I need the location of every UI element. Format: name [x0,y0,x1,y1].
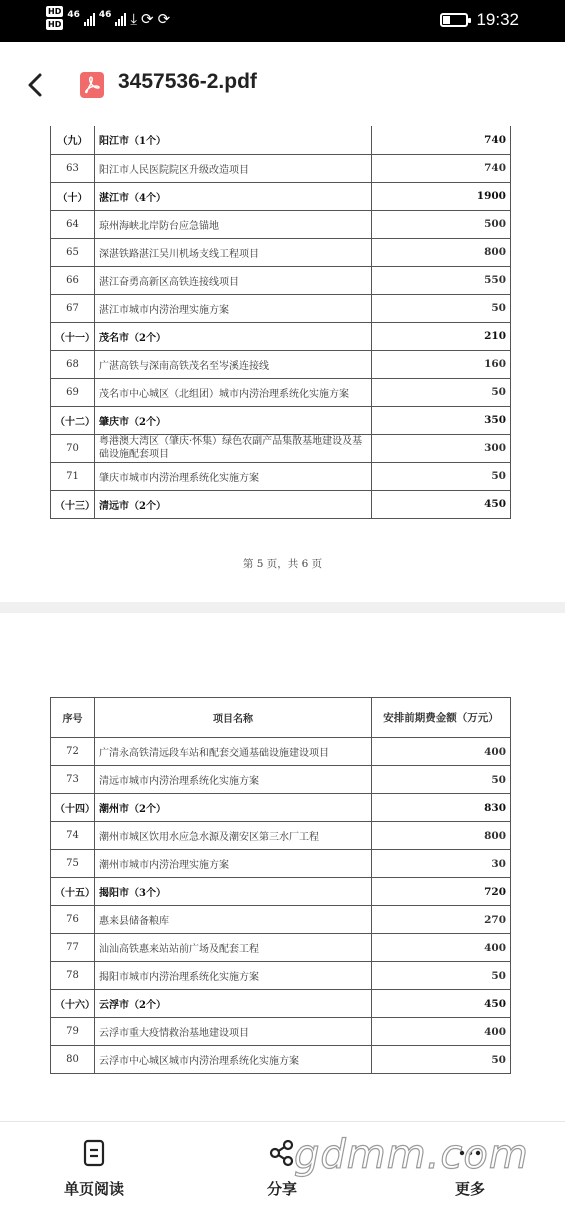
table-row [51,906,511,934]
project-name: 湛江市（4个） [95,182,372,210]
project-name: 广清永高铁清远段车站和配套交通基础设施建设项目 [95,738,372,766]
single-page-label: 单页阅读 [63,1180,124,1198]
row-number: 69 [51,378,95,406]
amount-value: 500 [372,210,511,238]
watermark: gdmm.com [294,1132,529,1178]
project-name: 云浮市重大疫情救治基地建设项目 [95,1018,372,1046]
table-row [51,822,511,850]
network-type-2: 46 [98,10,112,20]
amount-value: 740 [372,126,511,154]
amount-value: 400 [372,1018,511,1046]
amount-value: 50 [372,294,511,322]
amount-value: 50 [372,962,511,990]
project-name: 茂名市（2个） [95,322,372,350]
table-row [51,850,511,878]
back-arrow-icon[interactable] [22,68,52,102]
table-row [51,962,511,990]
project-name: 潮州市城市内涝治理实施方案 [95,850,372,878]
network-type-1: 46 [67,10,80,20]
project-name: 粤港澳大湾区（肇庆·怀集）绿色农副产品集散基地建设及基础设施配套项目 [95,434,372,462]
row-number: 73 [51,766,95,794]
document-icon [34,1138,154,1168]
row-number: 77 [51,934,95,962]
hd-badge-2: HD [48,20,62,29]
amount-value: 800 [372,238,511,266]
row-number: 80 [51,1046,95,1074]
amount-value: 1900 [372,182,511,210]
table-row [51,210,511,238]
row-number: 66 [51,266,95,294]
table-row [51,462,511,490]
project-name: 惠来县储备粮库 [95,906,372,934]
project-name: 潮州市城区饮用水应急水源及潮安区第三水厂工程 [95,822,372,850]
project-name: 揭阳市城市内涝治理系统化实施方案 [95,962,372,990]
table-header-row [51,698,511,738]
group-row [51,322,511,350]
app-header [0,42,565,128]
row-number: 79 [51,1018,95,1046]
status-left [46,6,170,30]
table-row [51,154,511,182]
table-row [51,1046,511,1074]
table-row [51,766,511,794]
amount-value: 350 [372,406,511,434]
document-title: 3457536-2.pdf [118,70,257,93]
page-separator [0,602,565,613]
row-number: 72 [51,738,95,766]
project-name: 广湛高铁与深南高铁茂名至岑溪连接线 [95,350,372,378]
group-row [51,126,511,154]
row-number: 75 [51,850,95,878]
amount-value: 50 [372,1046,511,1074]
download-icon: ⤓ [130,10,138,28]
project-name: 清远市（2个） [95,490,372,518]
row-number: （十三） [51,490,95,518]
row-number: （十六） [51,990,95,1018]
amount-value: 50 [372,462,511,490]
row-number: 78 [51,962,95,990]
header-no: 序号 [51,698,95,738]
group-row [51,794,511,822]
project-name: 肇庆市（2个） [95,406,372,434]
row-number: 76 [51,906,95,934]
row-number: 63 [51,154,95,182]
row-number: （十一） [51,322,95,350]
status-right [440,10,519,30]
table-row [51,934,511,962]
amount-value: 30 [372,850,511,878]
project-name: 湛江市城市内涝治理实施方案 [95,294,372,322]
group-row [51,878,511,906]
table-row [51,1018,511,1046]
amount-value: 300 [372,434,511,462]
project-name: 湛江奋勇高新区高铁连接线项目 [95,266,372,294]
project-name: 云浮市（2个） [95,990,372,1018]
table-row [51,434,511,462]
status-bar [0,0,565,42]
project-name: 汕汕高铁惠来站站前广场及配套工程 [95,934,372,962]
project-name: 琼州海峡北岸防台应急锚地 [95,210,372,238]
pdf-file-icon [80,72,104,98]
amount-value: 830 [372,794,511,822]
project-name: 揭阳市（3个） [95,878,372,906]
project-name: 潮州市（2个） [95,794,372,822]
signal-icon [84,10,95,26]
group-row [51,406,511,434]
project-name: 阳江市人民医院院区升级改造项目 [95,154,372,182]
amount-value: 270 [372,906,511,934]
table-row [51,294,511,322]
clock: 19:32 [476,10,519,29]
nfc-icon: ⟳ [141,10,154,28]
single-page-button[interactable] [34,1138,154,1199]
group-row [51,490,511,518]
amount-value: 210 [372,322,511,350]
project-name: 云浮市中心城区城市内涝治理系统化实施方案 [95,1046,372,1074]
row-number: （十二） [51,406,95,434]
amount-value: 550 [372,266,511,294]
amount-value: 400 [372,934,511,962]
row-number: （十四） [51,794,95,822]
amount-value: 160 [372,350,511,378]
project-name: 茂名市中心城区（北组团）城市内涝治理系统化实施方案 [95,378,372,406]
row-number: 74 [51,822,95,850]
table-row [51,238,511,266]
project-name: 肇庆市城市内涝治理系统化实施方案 [95,462,372,490]
page6-table [50,697,511,1074]
page-footer: 第 5 页，共 6 页 [242,558,323,570]
table-row [51,266,511,294]
row-number: （九） [51,126,95,154]
amount-value: 740 [372,154,511,182]
row-number: 64 [51,210,95,238]
battery-icon [440,13,468,27]
share-label: 分享 [266,1180,297,1198]
group-row [51,990,511,1018]
project-name: 清远市城市内涝治理系统化实施方案 [95,766,372,794]
row-number: 70 [51,434,95,462]
row-number: （十） [51,182,95,210]
row-number: 65 [51,238,95,266]
amount-value: 800 [372,822,511,850]
page5-table [50,126,511,519]
hd-badge-1: HD [48,7,62,16]
table-row [51,738,511,766]
amount-value: 50 [372,378,511,406]
row-number: 67 [51,294,95,322]
row-number: 71 [51,462,95,490]
row-number: （十五） [51,878,95,906]
header-amount: 安排前期费金额（万元） [372,698,511,738]
project-name: 深湛铁路湛江吴川机场支线工程项目 [95,238,372,266]
header-name: 项目名称 [95,698,372,738]
table-row [51,350,511,378]
table-row [51,378,511,406]
sync-icon: ⟳ [157,10,171,28]
amount-value: 720 [372,878,511,906]
row-number: 68 [51,350,95,378]
group-row [51,182,511,210]
amount-value: 400 [372,738,511,766]
amount-value: 450 [372,990,511,1018]
project-name: 阳江市（1个） [95,126,372,154]
amount-value: 50 [372,766,511,794]
more-label: 更多 [454,1180,485,1198]
signal-icon-2 [115,10,126,26]
amount-value: 450 [372,490,511,518]
